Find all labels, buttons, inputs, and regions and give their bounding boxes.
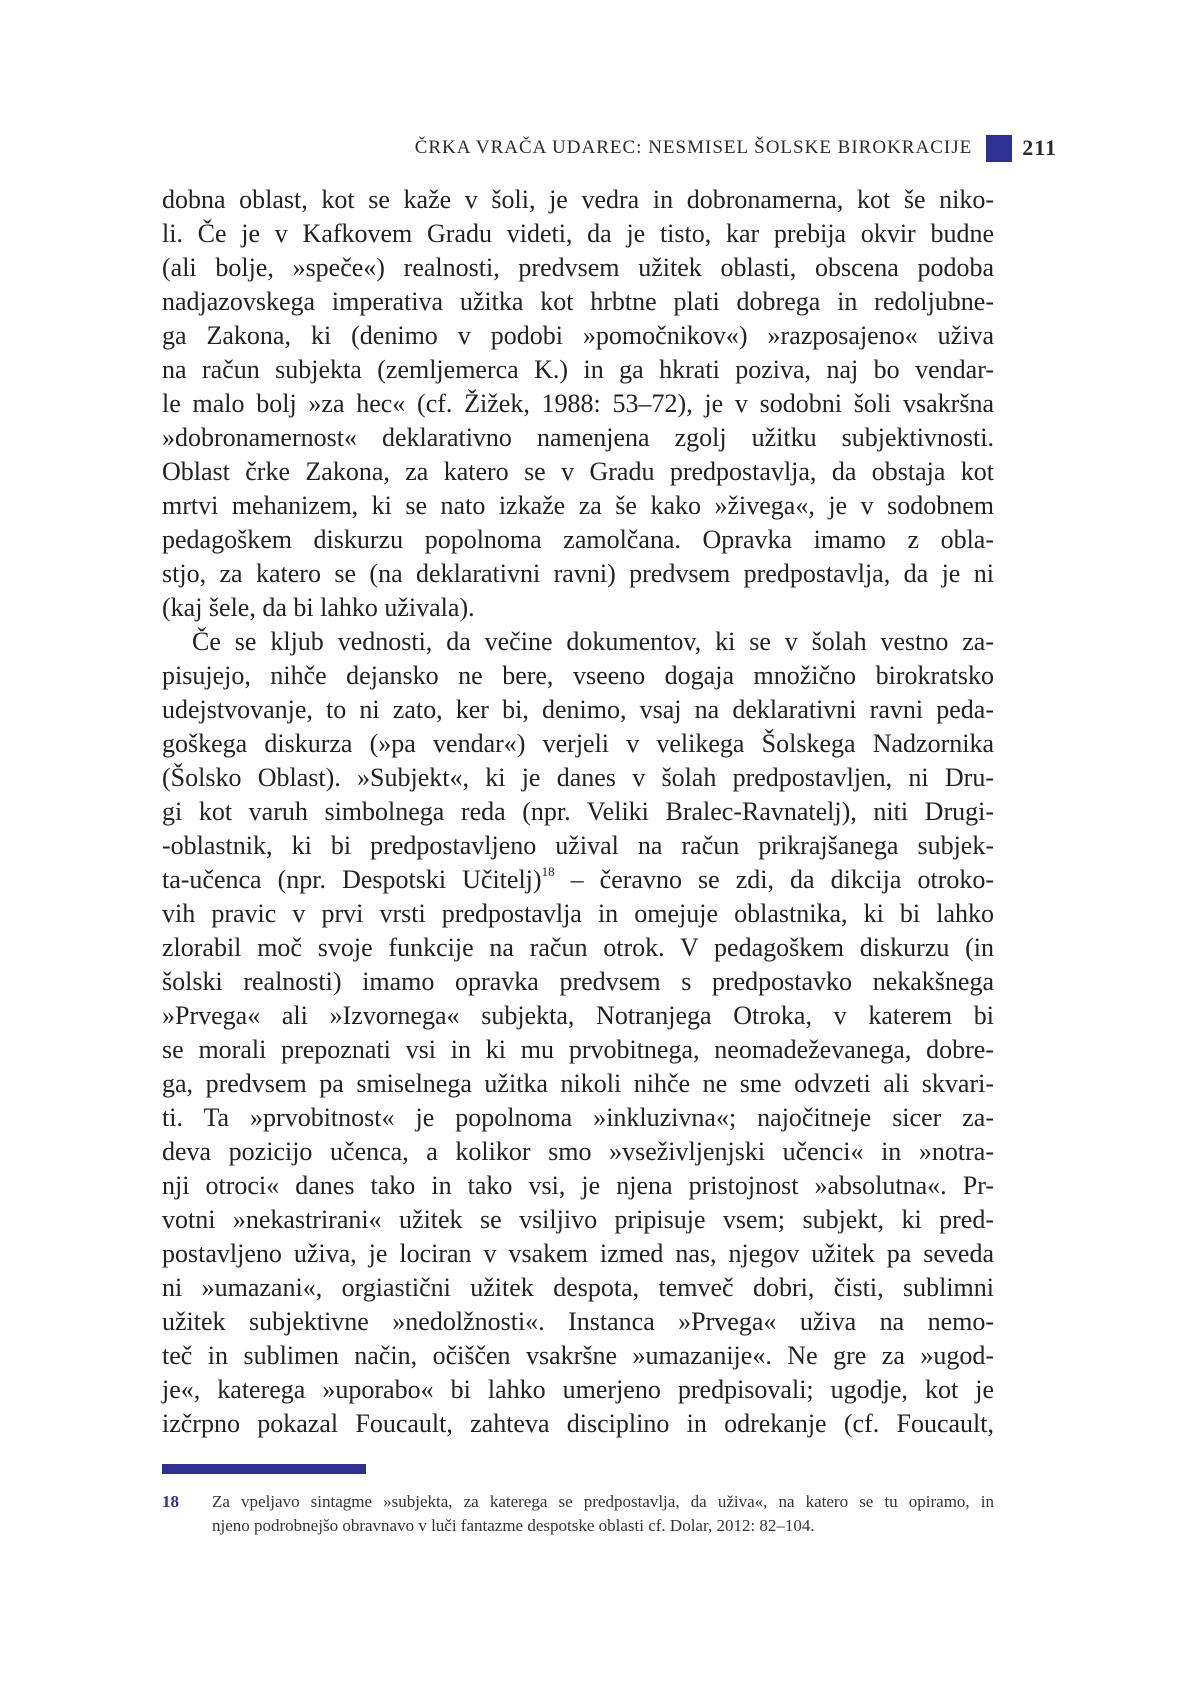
text-line: ti. Ta »prvobitnost« je popolnoma »inkluzivna«; najočitneje sicer za- [162, 1103, 994, 1132]
paragraph-2 [162, 625, 994, 1441]
text-line: vih pravic v prvi vrsti predpostavlja in omejuje oblastnika, ki bi lahko [162, 899, 994, 928]
text-line: gi kot varuh simbolnega reda (npr. Veliki Bralec-Ravnatelj), niti Drugi- [162, 797, 994, 826]
text-line: mrtvi mehanizem, ki se nato izkaže za še kako »živega«, je v sodobnem [162, 491, 994, 520]
text-line: užitek subjektivne »nedolžnosti«. Instanca »Prvega« uživa na nemo- [162, 1307, 994, 1336]
text-line: ga, predvsem pa smiselnega užitka nikoli nihče ne sme odvzeti ali skvari- [162, 1069, 994, 1098]
text-line: dobna oblast, kot se kaže v šoli, je vedra in dobronamerna, kot še niko- [162, 185, 994, 214]
footnote-rule [162, 1464, 366, 1474]
text-line: »Prvega« ali »Izvornega« subjekta, Notranjega Otroka, v katerem bi [162, 1001, 994, 1030]
body-text [162, 183, 994, 1441]
text-line: deva pozicijo učenca, a kolikor smo »vseživljenjski učenci« in »notra- [162, 1137, 994, 1166]
text-segment: – čeravno se zdi, da dikcija otroko- [554, 865, 995, 894]
text-line: udejstvovanje, to ni zato, ker bi, denimo, vsaj na deklarativni ravni peda- [162, 695, 994, 724]
text-line-with-footnote [162, 863, 994, 897]
text-line: Če se kljub vednosti, da večine dokumentov, ki se v šolah vestno za- [192, 627, 994, 656]
text-line: izčrpno pokazal Foucault, zahteva disciplino in odrekanje (cf. Foucault, [162, 1409, 994, 1438]
text-line: pedagoškem diskurzu popolnoma zamolčana. Opravka imamo z obla- [162, 525, 994, 554]
footnote [162, 1490, 994, 1538]
footnote-number: 18 [162, 1492, 179, 1511]
text-line: šolski realnosti) imamo opravka predvsem s predpostavko nekakšnega [162, 967, 994, 996]
text-line: le malo bolj »za hec« (cf. Žižek, 1988: 53–72), je v sodobni šoli vsakršna [162, 389, 994, 418]
text-line: »dobronamernost« deklarativno namenjena zgolj užitku subjektivnosti. [162, 423, 994, 452]
text-line: (kaj šele, da bi lahko uživala). [162, 593, 475, 622]
text-line: pisujejo, nihče dejansko ne bere, vseeno dogaja množično birokratsko [162, 661, 994, 690]
text-line: se morali prepoznati vsi in ki mu prvobitnega, neomadeževanega, dobre- [162, 1035, 994, 1064]
text-line: nadjazovskega imperativa užitka kot hrbtne plati dobrega in redoljubne- [162, 287, 994, 316]
text-line: li. Če je v Kafkovem Gradu videti, da je tisto, kar prebija okvir budne [162, 219, 994, 248]
paragraph-1 [162, 183, 994, 625]
text-segment: ta-učenca (npr. Despotski Učitelj) [162, 865, 542, 894]
text-line: stjo, za katero se (na deklarativni ravni) predvsem predpostavlja, da je ni [162, 559, 994, 588]
text-line: votni »nekastrirani« užitek se vsiljivo pripisuje vsem; subjekt, ki pred- [162, 1205, 994, 1234]
footnote-text [212, 1490, 994, 1538]
text-line: -oblastnik, ki bi predpostavljeno užival na račun prikrajšanega subjek- [162, 831, 994, 860]
text-line: ni »umazani«, orgiastični užitek despota, temveč dobri, čisti, sublimni [162, 1273, 994, 1302]
text-line: (Šolsko Oblast). »Subjekt«, ki je danes v šolah predpostavljen, ni Dru- [162, 763, 994, 792]
text-line: (ali bolje, »speče«) realnosti, predvsem užitek oblasti, obscena podoba [162, 253, 994, 282]
running-head [415, 128, 1057, 168]
text-line: nji otroci« danes tako in tako vsi, je njena pristojnost »absolutna«. Pr- [162, 1171, 994, 1200]
text-line: na račun subjekta (zemljemerca K.) in ga hkrati poziva, naj bo vendar- [162, 355, 994, 384]
running-head-marker [986, 135, 1012, 162]
text-line: goškega diskurza (»pa vendar«) verjeli v velikega Šolskega Nadzornika [162, 729, 994, 758]
footnote-line: njeno podrobnejšo obravnavo v luči fantazme despotske oblasti cf. Dolar, 2012: 82–104. [212, 1516, 815, 1535]
text-line: zlorabil moč svoje funkcije na račun otrok. V pedagoškem diskurzu (in [162, 933, 994, 962]
text-line: ga Zakona, ki (denimo v podobi »pomočnikov«) »razposajeno« uživa [162, 321, 994, 350]
footnote-line: Za vpeljavo sintagme »subjekta, za katerega se predpostavlja, da uživa«, na katero se tu opiramo, in [212, 1492, 994, 1511]
text-line: Oblast črke Zakona, za katero se v Gradu predpostavlja, da obstaja kot [162, 457, 994, 486]
text-line: postavljeno uživa, je lociran v vsakem izmed nas, njegov užitek pa seveda [162, 1239, 994, 1268]
page-number: 211 [1022, 135, 1057, 160]
text-line: teč in sublimen način, očiščen vsakršne »umazanije«. Ne gre za »ugod- [162, 1341, 994, 1370]
text-line: je«, katerega »uporabo« bi lahko umerjeno predpisovali; ugodje, kot je [162, 1375, 994, 1404]
running-head-title: ČRKA VRAČA UDAREC: NESMISEL ŠOLSKE BIROKRACIJE [414, 137, 973, 158]
footnote-ref[interactable]: 18 [541, 864, 555, 880]
